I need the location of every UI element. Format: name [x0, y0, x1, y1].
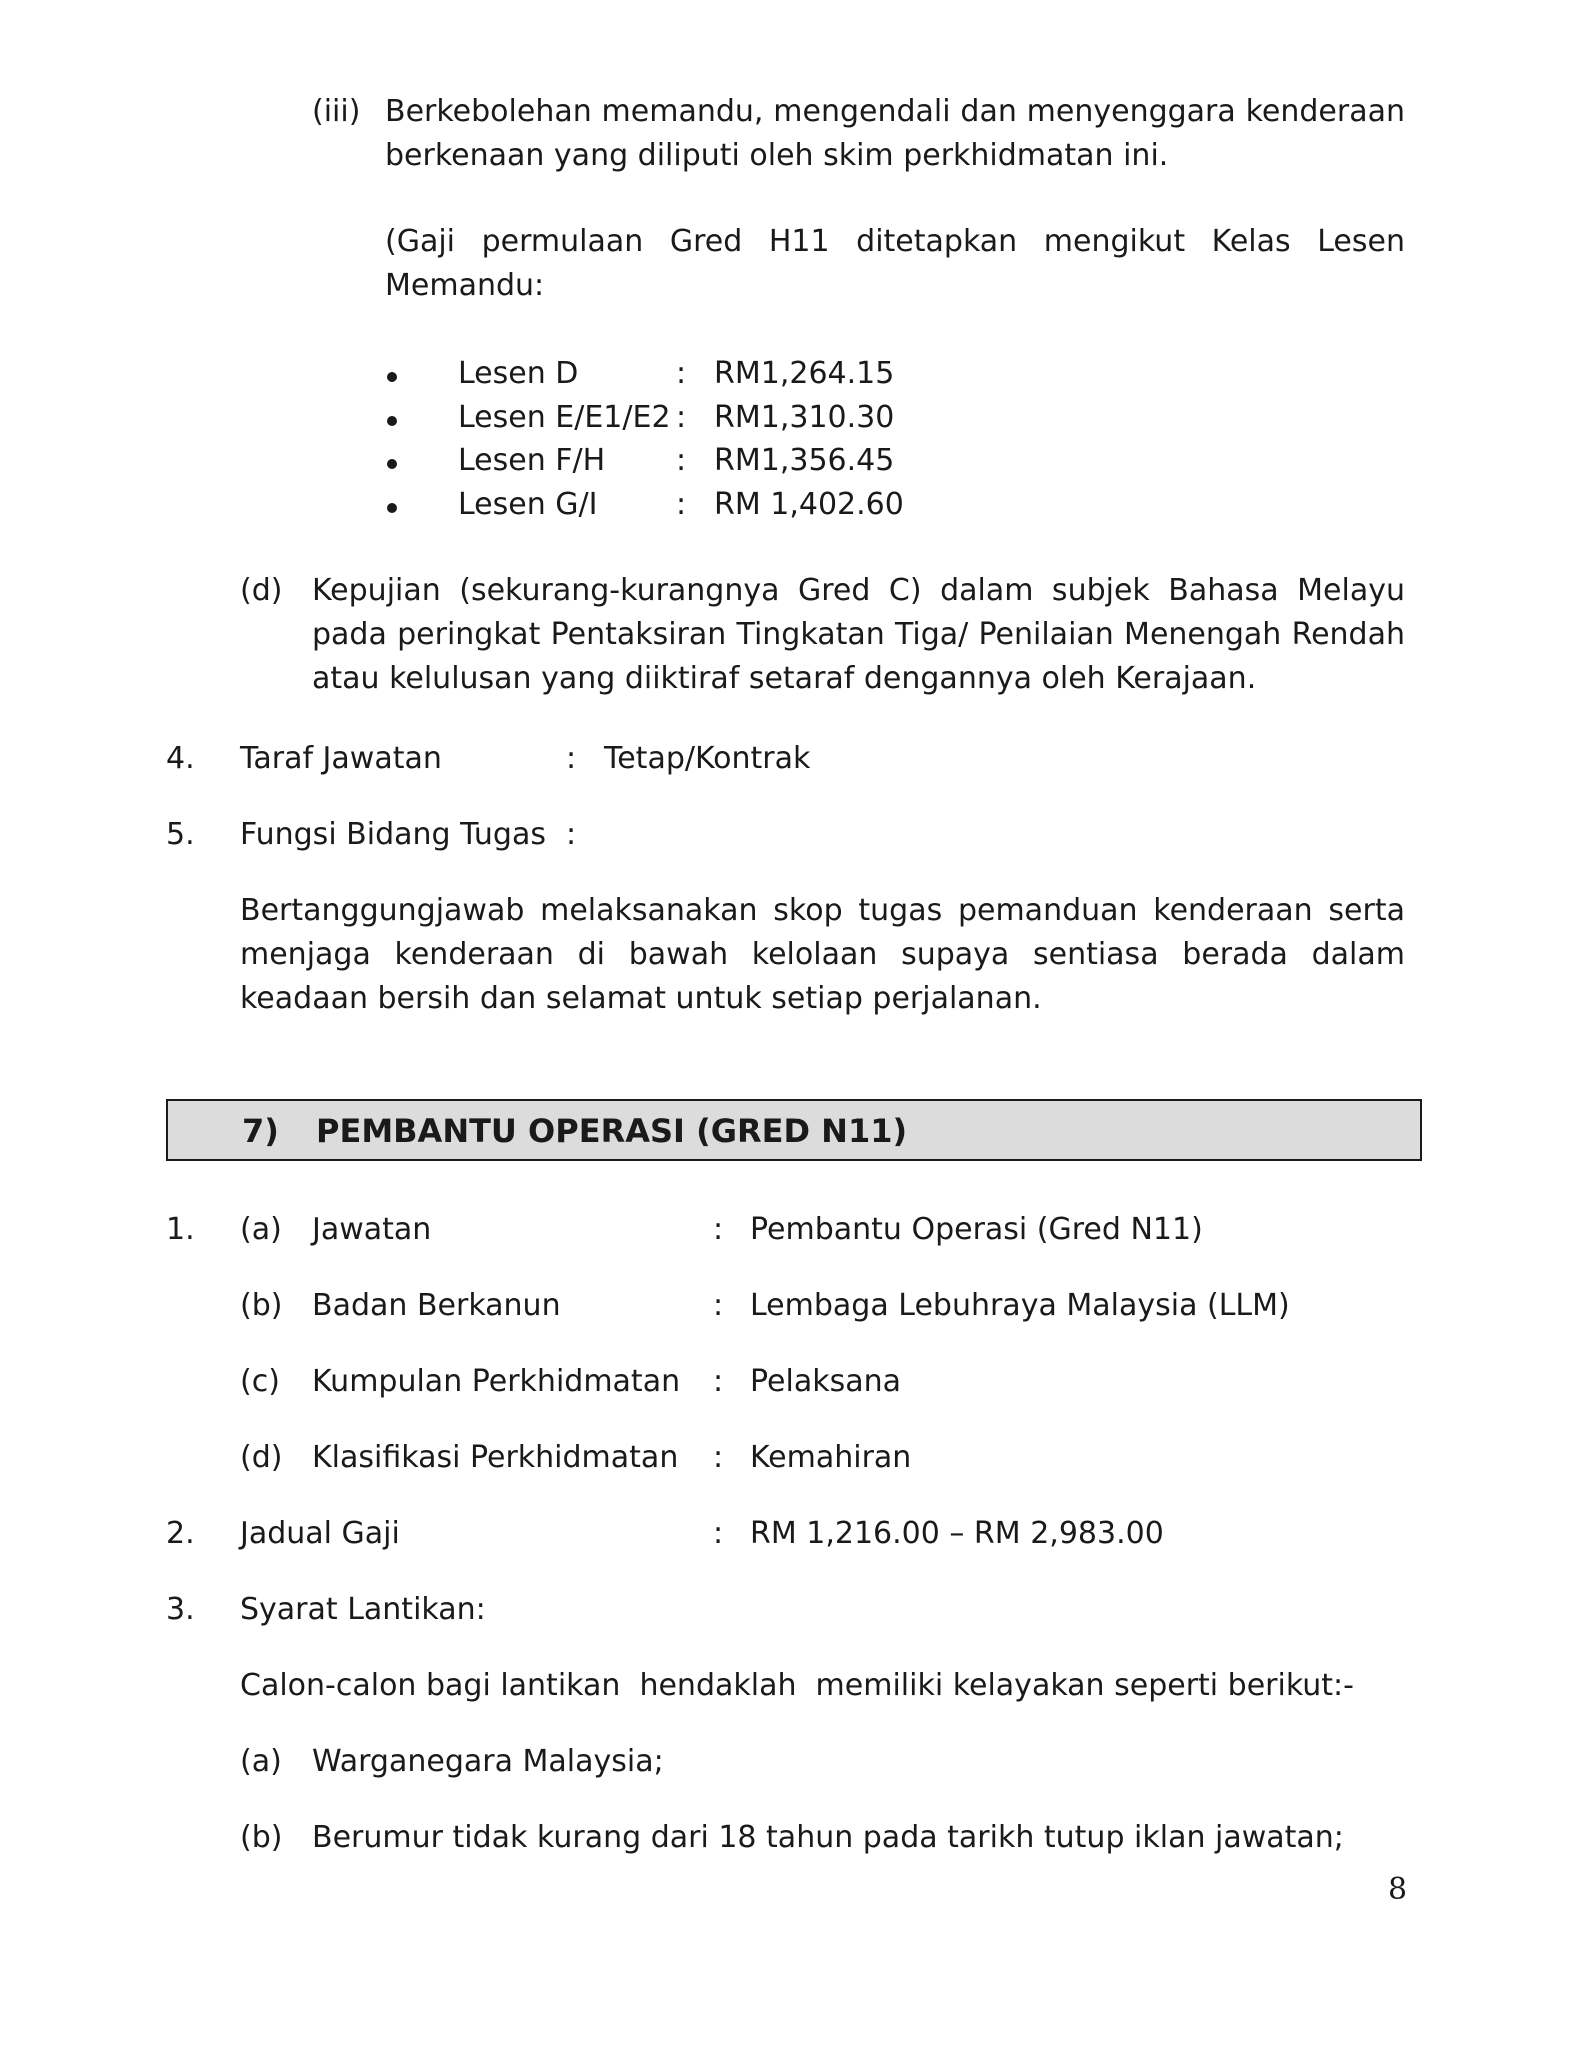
license-sep: : — [676, 356, 687, 391]
requirement-marker: (a) — [240, 1744, 282, 1779]
item-5-sep: : — [566, 817, 577, 852]
item-3-number: 3. — [166, 1592, 195, 1627]
bullet-icon — [387, 416, 397, 426]
detail-label: Klasifikasi Perkhidmatan — [312, 1440, 679, 1475]
license-sep: : — [676, 443, 687, 478]
license-label: Lesen E/E1/E2 — [458, 400, 671, 435]
detail-marker: (a) — [240, 1212, 282, 1247]
detail-label: Kumpulan Perkhidmatan — [312, 1364, 681, 1399]
detail-value: Pelaksana — [750, 1364, 901, 1399]
item-2-label: Jadual Gaji — [240, 1516, 400, 1551]
item-4-number: 4. — [166, 741, 195, 776]
item-4-sep: : — [566, 741, 577, 776]
bullet-icon — [387, 372, 397, 382]
detail-marker: (b) — [240, 1288, 283, 1323]
salary-note: (Gaji permulaan Gred H11 ditetapkan mengikut Kelas Lesen Memandu: — [385, 224, 1405, 303]
item-2-number: 2. — [166, 1516, 195, 1551]
item-2-sep: : — [713, 1516, 724, 1551]
detail-sep: : — [713, 1364, 724, 1399]
license-value: RM1,264.15 — [714, 356, 895, 391]
requirements-intro: Calon-calon bagi lantikan hendaklah memiliki kelayakan seperti berikut:- — [240, 1668, 1354, 1703]
section-heading-number: 7) — [242, 1112, 279, 1150]
license-sep: : — [676, 400, 687, 435]
detail-value: Pembantu Operasi (Gred N11) — [750, 1212, 1203, 1247]
bullet-icon — [387, 503, 397, 513]
license-value: RM 1,402.60 — [714, 487, 904, 522]
item-5-label: Fungsi Bidang Tugas — [240, 817, 546, 852]
item-iii-marker: (iii) — [312, 94, 361, 129]
detail-value: Kemahiran — [750, 1440, 912, 1475]
item-d-text: Kepujian (sekurang-kurangnya Gred C) dalam subjek Bahasa Melayu pada peringkat Pentaksiran Tingkatan Tiga/ Penilaian Menengah Rendah atau kelulusan yang diiktiraf setaraf dengannya oleh Kerajaan. — [312, 573, 1405, 696]
detail-sep: : — [713, 1288, 724, 1323]
detail-sep: : — [713, 1212, 724, 1247]
requirement-text: Berumur tidak kurang dari 18 tahun pada tarikh tutup iklan jawatan; — [312, 1820, 1344, 1855]
license-sep: : — [676, 487, 687, 522]
bullet-icon — [387, 459, 397, 469]
requirement-text: Warganegara Malaysia; — [312, 1744, 664, 1779]
detail-value: Lembaga Lebuhraya Malaysia (LLM) — [750, 1288, 1290, 1323]
detail-label: Badan Berkanun — [312, 1288, 561, 1323]
item-5-text: Bertanggungjawab melaksanakan skop tugas pemanduan kenderaan serta menjaga kenderaan di bawah kelolaan supaya sentiasa berada dalam keadaan bersih dan selamat untuk setiap perjalanan. — [240, 893, 1405, 1016]
item-iii-text: Berkebolehan memandu, mengendali dan menyenggara kenderaan berkenaan yang diliputi oleh skim perkhidmatan ini. — [385, 94, 1405, 173]
item-3-label: Syarat Lantikan: — [240, 1592, 486, 1627]
detail-marker: (d) — [240, 1440, 283, 1475]
item-5-number: 5. — [166, 817, 195, 852]
item-1-number: 1. — [166, 1212, 195, 1247]
license-label: Lesen G/I — [458, 487, 598, 522]
section-heading-title: PEMBANTU OPERASI (GRED N11) — [316, 1112, 908, 1150]
license-label: Lesen F/H — [458, 443, 606, 478]
requirement-marker: (b) — [240, 1820, 283, 1855]
page-number: 8 — [1388, 1872, 1408, 1907]
item-4-value: Tetap/Kontrak — [604, 741, 811, 776]
detail-sep: : — [713, 1440, 724, 1475]
item-4-label: Taraf Jawatan — [240, 741, 442, 776]
detail-label: Jawatan — [312, 1212, 432, 1247]
section-heading — [166, 1099, 1422, 1161]
item-d-marker: (d) — [240, 573, 283, 608]
detail-marker: (c) — [240, 1364, 280, 1399]
license-label: Lesen D — [458, 356, 579, 391]
license-value: RM1,310.30 — [714, 400, 895, 435]
license-value: RM1,356.45 — [714, 443, 895, 478]
item-2-value: RM 1,216.00 – RM 2,983.00 — [750, 1516, 1164, 1551]
